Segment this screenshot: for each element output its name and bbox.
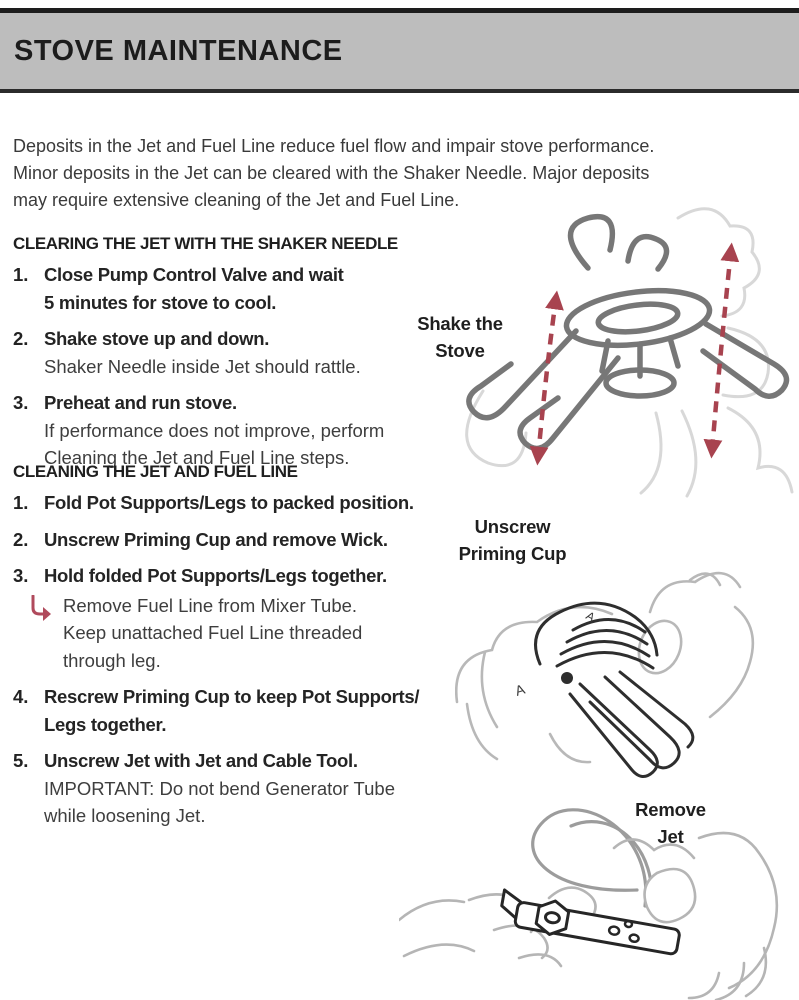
- svg-text:A: A: [512, 680, 527, 699]
- intro-line: Deposits in the Jet and Fuel Line reduce fuel flow and impair stove performance.: [13, 136, 655, 156]
- priming-cup-illustration: [455, 552, 765, 790]
- step-2: [13, 325, 445, 380]
- jet-removal-illustration: [399, 778, 797, 1000]
- step-line: Hold folded Pot Supports/Legs together.: [44, 565, 387, 586]
- step-line: Fold Pot Supports/Legs to packed position.: [44, 492, 414, 513]
- step-note-line: Cleaning the Jet and Fuel Line steps.: [44, 447, 350, 468]
- hands-outline: [456, 573, 753, 762]
- substep-line: through leg.: [63, 649, 161, 671]
- step-1: [13, 489, 445, 517]
- step-3: [13, 562, 445, 674]
- svg-text:A: A: [583, 608, 598, 625]
- figure-label-shake-the-stove: [400, 310, 520, 364]
- step-2: [13, 526, 445, 554]
- step-line: Rescrew Priming Cup to keep Pot Supports/: [44, 686, 420, 707]
- intro-paragraph: [13, 133, 703, 214]
- step-number: 2.: [13, 528, 29, 550]
- page-header-banner: [0, 13, 799, 93]
- step-number: 1.: [13, 492, 29, 513]
- substep-line: Keep unattached Fuel Line threaded: [63, 622, 363, 643]
- step-number: 1.: [13, 264, 29, 285]
- step-line: Preheat and run stove.: [44, 392, 237, 413]
- label-line: Unscrew: [474, 516, 551, 537]
- step-line: Close Pump Control Valve and wait: [44, 264, 344, 285]
- label-line: Remove: [635, 799, 706, 820]
- step-line: 5 minutes for stove to cool.: [44, 291, 277, 313]
- step-line: Unscrew Jet with Jet and Cable Tool.: [44, 750, 358, 771]
- hook-arrow-icon: [29, 592, 63, 675]
- step-line: Legs together.: [44, 713, 167, 735]
- step-number: 3.: [13, 392, 29, 413]
- section-heading: CLEARING THE JET WITH THE SHAKER NEEDLE: [13, 234, 398, 253]
- step-3: [13, 389, 445, 472]
- label-line: Shake the: [417, 313, 503, 334]
- step-number: 2.: [13, 328, 29, 349]
- label-line: Jet: [657, 826, 684, 847]
- step-note-line: IMPORTANT: Do not bend Generator Tube: [44, 777, 395, 799]
- step-5: [13, 747, 445, 830]
- shake-motion-arrow: [538, 250, 731, 458]
- substep-line: Remove Fuel Line from Mixer Tube.: [63, 594, 358, 616]
- step-number: 3.: [13, 565, 29, 586]
- figure-label-remove-jet: [628, 796, 713, 850]
- section-clearing-the-jet: [13, 234, 445, 481]
- step-line: Shake stove up and down.: [44, 328, 270, 349]
- label-line: Stove: [435, 340, 485, 361]
- step-4: [13, 683, 445, 738]
- step-1: [13, 261, 445, 316]
- step-note-line: If performance does not improve, perform: [44, 419, 385, 441]
- step-note-line: while loosening Jet.: [44, 805, 206, 826]
- step-number: 5.: [13, 750, 29, 771]
- label-line: Priming Cup: [458, 543, 567, 564]
- step-note-line: Shaker Needle inside Jet should rattle.: [44, 355, 361, 377]
- section-cleaning-jet-fuel-line: [13, 462, 445, 839]
- intro-line: may require extensive cleaning of the Jet and Fuel Line.: [13, 190, 460, 210]
- page-title: STOVE MAINTENANCE: [14, 34, 343, 67]
- figure-label-unscrew-priming-cup: [450, 513, 575, 567]
- step-number: 4.: [13, 686, 29, 707]
- section-heading: CLEANING THE JET AND FUEL LINE: [13, 462, 298, 481]
- intro-line: Minor deposits in the Jet can be cleared with the Shaker Needle. Major deposits: [13, 163, 650, 183]
- step-line: Unscrew Priming Cup and remove Wick.: [44, 528, 388, 550]
